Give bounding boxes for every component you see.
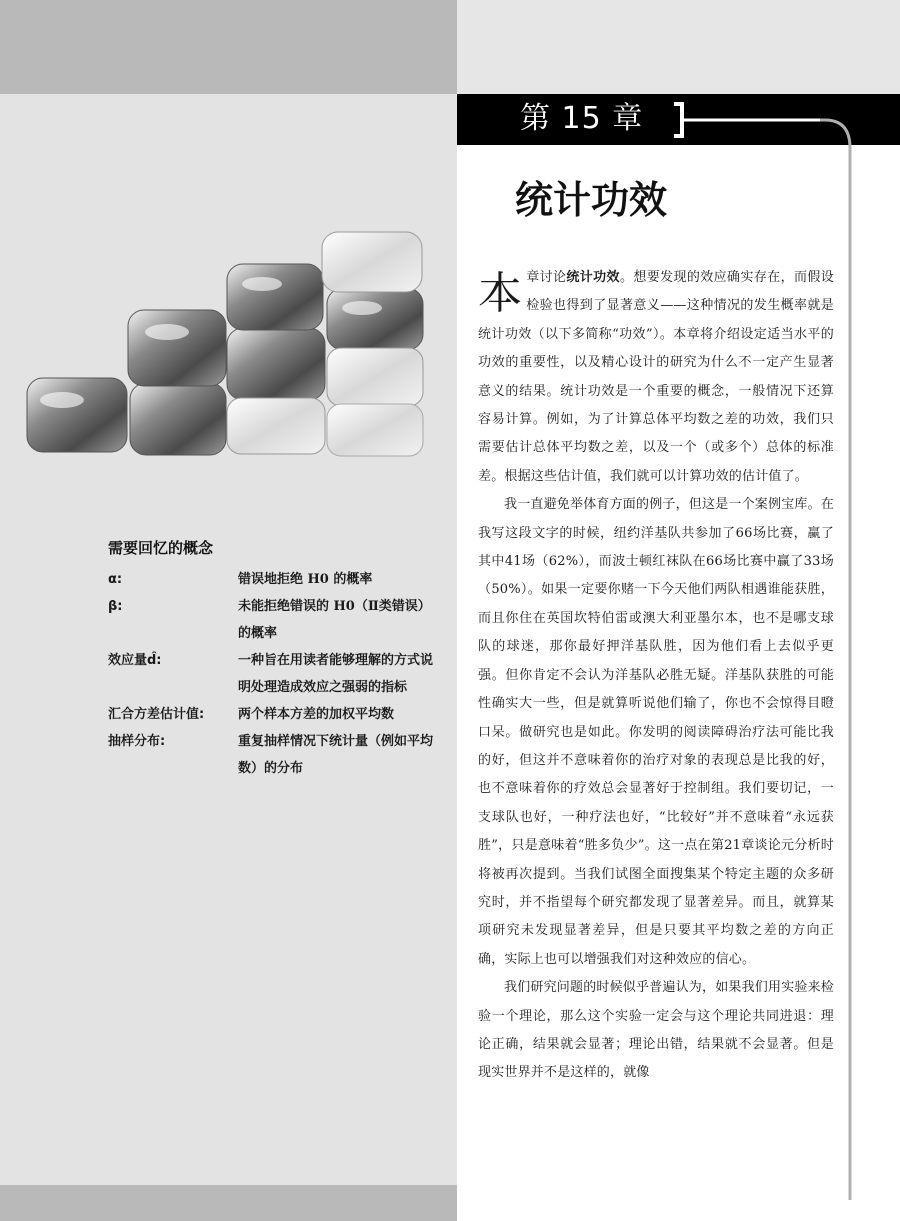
concept-definition: 两个样本方差的加权平均数 bbox=[238, 707, 395, 722]
concept-term: β: bbox=[108, 599, 123, 614]
concept-definition: 重复抽样情况下统计量（例如平均数）的分布 bbox=[238, 734, 434, 776]
concept-definition: 一种旨在用读者能够理解的方式说明处理造成效应之强弱的指标 bbox=[238, 653, 434, 695]
concept-term: 抽样分布: bbox=[108, 734, 166, 749]
header-band-left bbox=[0, 0, 457, 94]
paragraph-1 bbox=[478, 264, 834, 491]
header-band-right bbox=[457, 0, 900, 94]
concept-item bbox=[108, 593, 438, 647]
paragraph-3: 我们研究问题的时候似乎普遍认为，如果我们用实验来检验一个理论，那么这个实验一定会与这个理论共同进退：理论正确，结果就会显著；理论出错，结果就不会显著。但是现实世界并不是这样的，就像 bbox=[478, 980, 835, 1081]
concepts-box bbox=[108, 536, 438, 782]
dropcap: 本 bbox=[478, 268, 523, 319]
concept-definition: 错误地拒绝 H0 的概率 bbox=[238, 572, 373, 587]
concept-term: 汇合方差估计值: bbox=[108, 707, 205, 722]
concept-definition: 未能拒绝错误的 H0（Ⅱ类错误）的概率 bbox=[238, 599, 431, 641]
paragraph-2: 我一直避免举体育方面的例子，但这是一个案例宝库。在我写这段文字的时候，纽约洋基队共参加了66场比赛，赢了其中41场（62%），而波士顿红袜队在66场比赛中赢了33场（50%）。如果一定要你赌一下今天他们两队相遇谁能获胜，而且你住在英国坎特伯雷或澳大利亚墨尔本，也不是哪支球队的球迷，那你最好押洋基队胜，因为他们看上去似乎更强。但你肯定不会认为洋基队必胜无疑。洋基队获胜的可能性确实大一些，但是就算听说他们输了，你也不会惊得目瞪口呆。做研究也是如此。你发明的阅读障碍治疗法可能比我的好，但这并不意味着你的治疗对象的表现总是比我的好，也不意味着你的疗效总会显著好于控制组。我们要切记，一支球队也好，一种疗法也好，“比较好”并不意味着“永远获胜”，只是意味着“胜多负少”。这一点在第21章谈论元分析时将被再次提到。当我们试图全面搜集某个特定主题的众多研究时，并不指望每个研究都发现了显著差异。而且，就算某项研究未发现显著差异，但是只要其平均数之差的方向正确，实际上也可以增强我们对这种效应的信心。 bbox=[478, 497, 835, 967]
chapter-label: 第 15 章 bbox=[520, 101, 644, 136]
p1-intro: 章讨论 bbox=[526, 270, 567, 285]
p1-rest: 。想要发现的效应确实存在，而假设检验也得到了显著意义——这种情况的发生概率就是统计功效（以下多简称“功效”）。本章将介绍设定适当水平的功效的重要性，以及精心设计的研究为什么不一定产生显著意义的结果。统计功效是一个重要的概念，一般情况下还算容易计算。例如，为了计算总体平均数之差的功效，我们只需要估计总体平均数之差，以及一个（或多个）总体的标准差。根据这些估计值，我们就可以计算功效的估计值了。 bbox=[478, 270, 834, 484]
concept-item bbox=[108, 647, 438, 701]
concepts-heading: 需要回忆的概念 bbox=[108, 539, 214, 557]
concept-term: 效应量d̂: bbox=[108, 653, 162, 668]
ice-cubes-illustration bbox=[22, 228, 432, 463]
concept-item bbox=[108, 728, 438, 782]
concept-term: α: bbox=[108, 572, 123, 587]
body-text bbox=[478, 264, 834, 1088]
chapter-title: 统计功效 bbox=[515, 178, 668, 222]
concept-item bbox=[108, 701, 438, 728]
footer-band-left bbox=[0, 1185, 457, 1221]
p1-term: 统计功效 bbox=[566, 270, 620, 285]
concept-item bbox=[108, 566, 438, 593]
